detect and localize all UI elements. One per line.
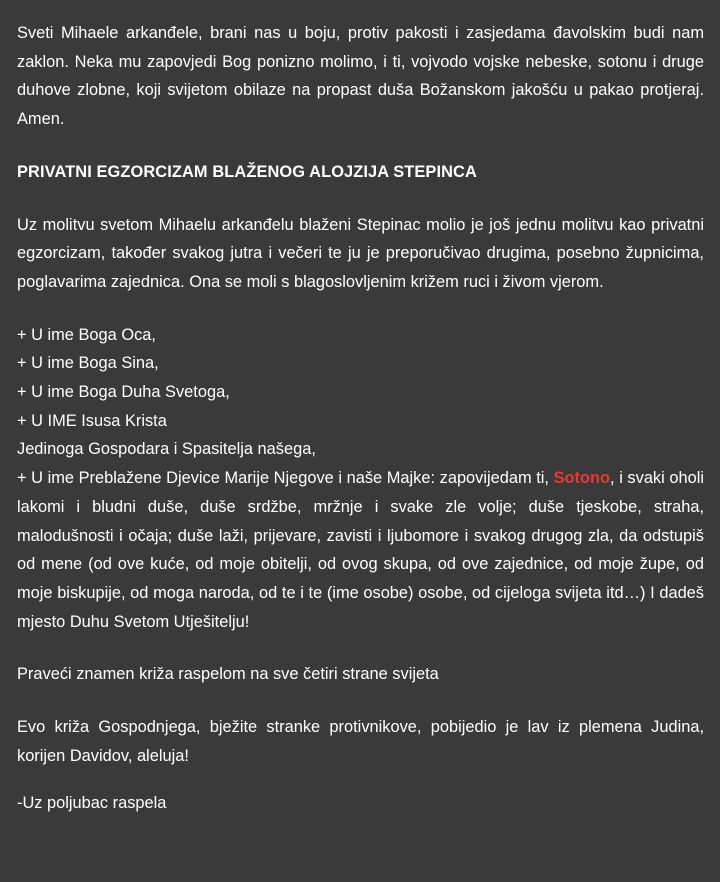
invocation-line: + U ime Boga Sina,: [17, 354, 159, 373]
invocation-line: Jedinoga Gospodara i Spasitelja našega,: [17, 440, 316, 459]
exorcism-command: [17, 464, 704, 636]
closing-paragraph: Evo križa Gospodnjega, bježite stranke protivnikove, pobijedio je lav iz plemena Judina, korijen Davidov, aleluja!: [17, 718, 704, 765]
prayer-document: [17, 19, 704, 818]
instruction-line: Praveći znamen križa raspelom na sve četiri strane svijeta: [17, 665, 439, 684]
final-note: -Uz poljubac raspela: [17, 794, 167, 813]
invocation-list: [17, 321, 704, 465]
intro-paragraph: Uz molitvu svetom Mihaelu arkanđelu blaženi Stepinac molio je još jednu molitvu kao privatni egzorcizam, također svakog jutra i večeri te ju je preporučivao drugima, posebno župnicima, poglavarima zajednica. Ona se moli s blagoslovljenim križem ruci i živom vjerom.: [17, 215, 704, 291]
invocation-line: + U ime Boga Oca,: [17, 325, 156, 344]
prayer-st-michael: Sveti Mihaele arkanđele, brani nas u boju, protiv pakosti i zasjedama đavolskim budi nam zaklon. Neka mu zapovjedi Bog ponizno molimo, i ti, vojvodo vojske nebeske, sotonu i druge duhove zlobne, koji svijetom obilaze na propast duša Božanskom jakošću u pakao protjeraj. Amen.: [17, 24, 704, 129]
invocation-line: + U ime Boga Duha Svetoga,: [17, 383, 230, 402]
invocation-line: + U IME Isusa Krista: [17, 411, 167, 430]
command-text-end: , i svaki oholi lakomi i bludni duše, duše srdžbe, mržnje i svake zle volje; duše tjeskobe, straha, malodušnosti i očaja; duše laži, prijevare, zavisti i ljubomore i svakog drugog zla, da odstupiš od mene (od ove kuće, od moje obitelji, od ovog skupa, od ove zajednice, od moje župe, od moje biskupije, od moga naroda, od te i te (ime osobe) osobe, od cijeloga svijeta itd…) I dadeš mjesto Duhu Svetom Utješitelju!: [17, 469, 704, 631]
highlighted-name: Sotono: [553, 469, 611, 488]
section-heading: PRIVATNI EGZORCIZAM BLAŽENOG ALOJZIJA STEPINCA: [17, 162, 477, 181]
command-text-start: + U ime Preblažene Djevice Marije Njegove i naše Majke: zapovijedam ti,: [17, 469, 554, 488]
